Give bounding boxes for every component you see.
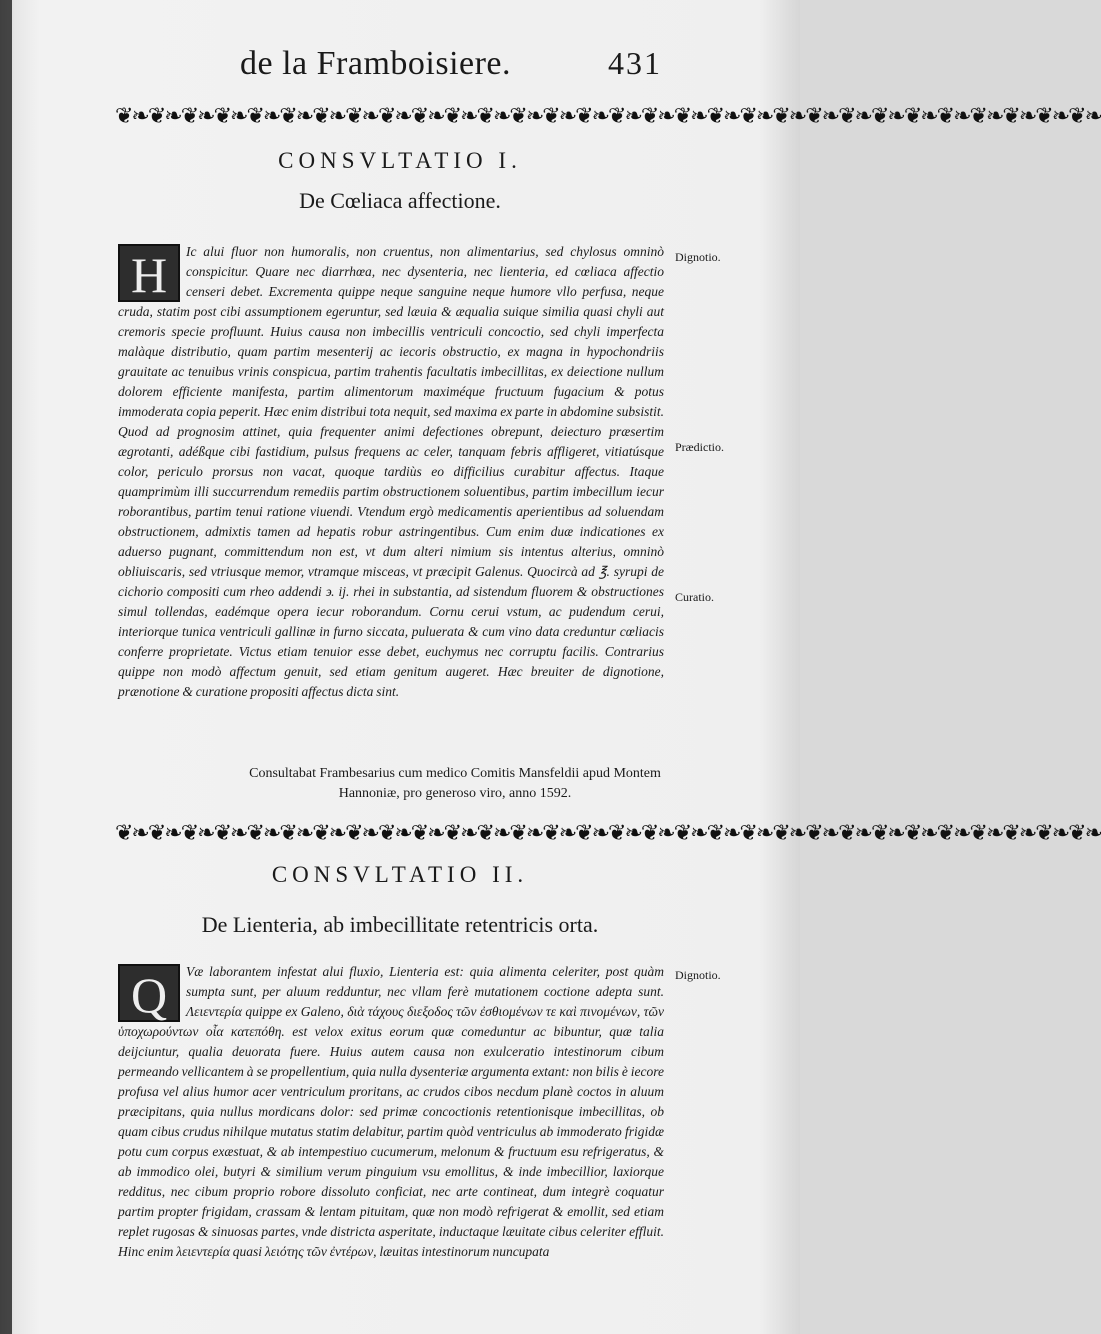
margin-note-dignotio-2: Dignotio. [675, 968, 721, 982]
margin-note-curatio: Curatio. [675, 590, 714, 604]
consultatio-1-subtitle: De Cœliaca affectione. [299, 188, 501, 213]
consultatio-2-title: CONSVLTATIO II. [271, 862, 529, 887]
consultatio-1-body [118, 242, 664, 702]
margin-note-dignotio: Dignotio. [675, 250, 721, 264]
page-number: 431 [608, 45, 662, 81]
consultatio-1-attribution: Consultabat Frambesarius cum medico Comitis Mansfeldii apud Montem Hannoniæ, pro generoso viro, anno 1592. [249, 766, 661, 801]
ornamental-divider: ❦❧❦❧❦❧❦❧❦❧❦❧❦❧❦❧❦❧❦❧❦❧❦❧❦❧❦❧❦❧❦❧❦❧❦❧❦❧❦❧❦❧❦❧❦❧❦❧❦❧❦❧❦❧❦❧❦❧❦❧ [115, 103, 1101, 128]
running-head-title: de la Framboisiere. [240, 45, 512, 82]
margin-note-praedictio: Prædictio. [675, 440, 725, 454]
ornamental-divider: ❦❧❦❧❦❧❦❧❦❧❦❧❦❧❦❧❦❧❦❧❦❧❦❧❦❧❦❧❦❧❦❧❦❧❦❧❦❧❦❧❦❧❦❧❦❧❦❧❦❧❦❧❦❧❦❧❦❧❦❧ [115, 820, 1101, 845]
consultatio-2-subtitle: De Lienteria, ab imbecillitate retentricis orta. [201, 912, 599, 937]
consultatio-1-title: CONSVLTATIO I. [278, 148, 522, 173]
dropcap-h: H [118, 244, 180, 302]
consultatio-2-body [118, 962, 664, 1262]
consultatio-2-text: Væ laborantem infestat alui fluxio, Lienteria est: quia alimenta celeriter, post quàm sumpta sunt, per aluum redduntur, nec vllam ferè mutationem coctione adepta sunt. Λειεντερία quippe ex Galeno, διὰ τάχους διεξοδος τῶν ἐσθιομένων τε καὶ πινομένων, τῶν ὑποχωρούντων οἷα κατεπόθη. est velox exitus eorum quæ comeduntur ac bibuntur, quæ talia deijciuntur, qualia deuorata fuere. Huius autem causa non exulceratio intestinorum cibum permeando vellicantem à se propellentium, quia nulla dysenteriæ argumenta extant: non bilis è iecore profusa vel alius humor acer ventriculum proritans, ac crudos cibos necdum planè coctos in aluum præcipitans, quia nullus mordicans dolor: sed primæ concoctionis retentionisque imbecillitas, ob quam cibus crudus nihilque mutatus statim delabitur, partim quòd ventriculus ab immoderato frigidæ potu cum corpus exæstuat, & ab intempestiuo cucumerum, melonum & fructuum esu refrigeratus, & ab immodico olei, butyri & similium verum pinguium vsu emollitus, & inde imbecillior, laxiorque redditus, nec cibum proprio robore dissoluto conficiat, nec arte contineat, dum integrè coquatur partim propter frigidam, crassam & lentam pituitam, quæ non modò refrigerat & emollit, sed etiam replet rugosas & sinuosas partes, vnde districta asperitate, inductaque læuitate cibus celeriter effluit. Hinc enim λειεντερία quasi λειότης τῶν ἐντέρων, læuitas intestinorum nuncupata [118, 964, 664, 1259]
dropcap-q: Q [118, 964, 180, 1022]
consultatio-1-text: Ic alui fluor non humoralis, non cruentus, non alimentarius, sed chylosus omninò conspicitur. Quare nec diarrhœa, nec dysenteria, nec lienteria, ed cœliaca affectio censeri debet. Excrementa quippe neque sanguine neque humore vllo perfusa, neque cruda, statim post cibi assumptionem egeruntur, sed læuia & æqualia suique similia quasi chyli aut cremoris specie profluunt. Huius causa non imbecillis ventriculi concoctio, sed chyli imperfecta malàque distributio, quam partim mesenterij ac iecoris obstructio, ex magna in hypochondriis grauitate ac tenuibus vrinis conspicua, partim trahentis facultatis imbecillitas, ex deiectione nullum dolorem efficiente manifesta, partim alimentorum maximéque fructuum fugacium & potus immoderata copia peperit. Hæc enim distribui tota nequit, sed maxima ex parte in abdomine subsistit. Quod ad prognosim attinet, quia frequenter animi defectiones obrepunt, deiecturo præsertim ægrotanti, adéßque cibi fastidium, pulsus frequens ac celer, tanquam febris affligeret, vitiatúsque color, periculo prorsus non vacat, quoque tardiùs eo difficilius curabitur affectus. Itaque quamprimùm illi succurrendum remediis partim obstructionem soluentibus, partim imbecillum iecur roborantibus, partim tenui ratione viuendi. Vtendum ergò medicamentis aperientibus ad soluendam obstructionem, admixtis tamen ad hepatis robur astringentibus. Cum enim duæ indicationes ex aduerso pugnant, committendum non est, vt dum alteri nimium sis intentus alterius, omninò obliuiscaris, sed vtriusque memor, vtramque misceas, vt præcipit Galenus. Quocircà ad ℥. syrupi de cichorio compositi cum rheo addendi ϶. ij. rhei in substantia, ad sistendum fluorem & obstructiones simul tollendas, eadémque opera iecur roborandum. Cornu cerui vstum, ac pudendum cerui, interiorque tunica ventriculi gallinæ in furno siccata, puluerata & cum vino data creduntur cœliacis conferre proprietate. Victus etiam tenuior esse debet, euchymus nec corruptu facilis. Contrarius quippe non modò affectum genuit, sed etiam genitum augeret. Hæc breuiter de dignotione, prænotione & curatione propositi affectus dicta sint. [118, 244, 664, 699]
